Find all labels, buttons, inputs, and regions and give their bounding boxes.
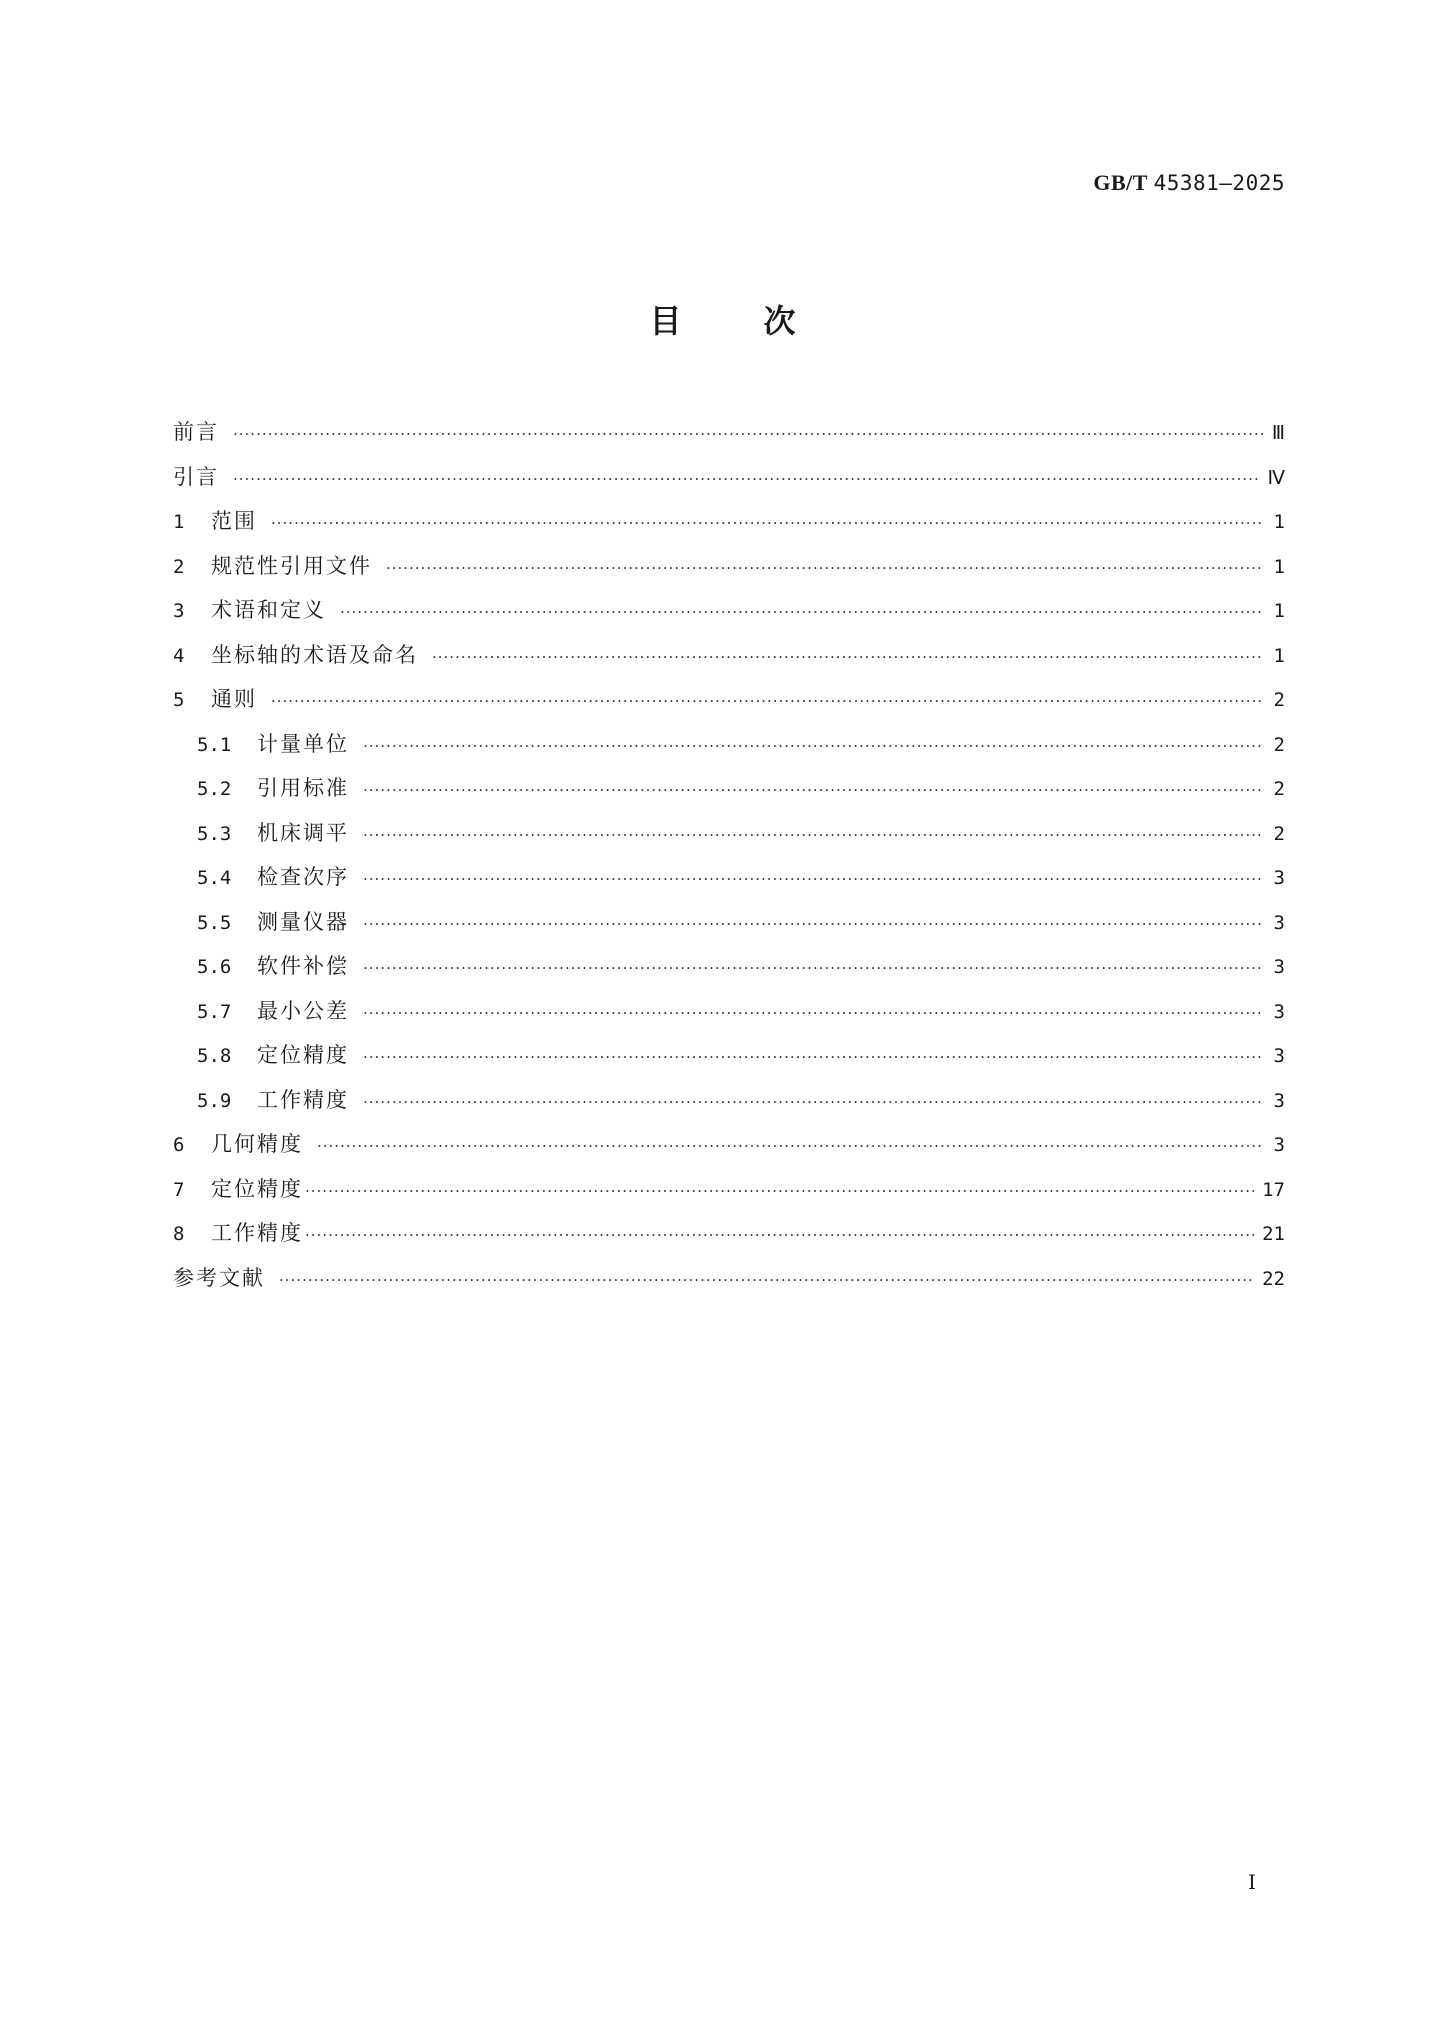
toc-leader-dots	[363, 768, 1263, 813]
toc-entry-8[interactable]	[173, 1211, 1285, 1256]
toc-entry-title: 坐标轴的术语及命名	[211, 642, 418, 667]
toc-entry-number: 1	[173, 511, 185, 533]
toc-entry-number: 7	[173, 1178, 185, 1201]
toc-entry-5-5[interactable]	[173, 900, 1285, 945]
toc-entry-page: 1	[1273, 511, 1285, 533]
toc-entry-number: 5.8	[197, 1045, 232, 1067]
toc-entry-page: 2	[1273, 733, 1285, 756]
toc-entry-number: 5.4	[197, 867, 232, 889]
toc-entry-page: 3	[1273, 1045, 1285, 1067]
toc-leader-dots	[432, 635, 1263, 680]
toc-entry-page: 3	[1273, 911, 1285, 934]
toc-entry-title: 测量仪器	[257, 909, 349, 934]
toc-entry-page: 3	[1273, 1134, 1285, 1156]
toc-entry-title: 工作精度	[257, 1087, 349, 1112]
toc-entry-page: 1	[1273, 644, 1285, 667]
toc-leader-dots	[363, 991, 1263, 1036]
toc-entry-number: 5.1	[197, 733, 232, 756]
toc-entry-7[interactable]	[173, 1167, 1285, 1212]
toc-entry-5-9[interactable]	[173, 1078, 1285, 1123]
toc-entry-number: 2	[173, 555, 185, 578]
toc-entry-title: 定位精度	[257, 1043, 349, 1067]
page-number: Ⅰ	[1248, 1872, 1256, 1894]
toc-entry-title: 计量单位	[257, 731, 349, 756]
page-title	[0, 296, 1445, 342]
toc-entry-title: 引言	[173, 464, 219, 489]
toc-entry-title: 参考文献	[173, 1265, 265, 1290]
toc-leader-dots	[271, 679, 1263, 724]
toc-entry-5[interactable]	[173, 677, 1285, 722]
toc-leader-dots	[386, 546, 1263, 591]
toc-entry-title: 引用标准	[257, 776, 349, 800]
toc-entry-page: 3	[1273, 1000, 1285, 1023]
toc-leader-dots	[233, 457, 1259, 502]
toc-leader-dots	[363, 724, 1263, 769]
toc-entry-title: 定位精度	[211, 1176, 303, 1201]
toc-entry-title: 软件补偿	[257, 954, 349, 978]
toc-entry-title: 前言	[173, 420, 219, 444]
toc-entry-foreword[interactable]	[173, 410, 1285, 455]
toc-entry-number: 6	[173, 1134, 185, 1156]
toc-entry-2[interactable]	[173, 544, 1285, 589]
standard-code-prefix: GB/T	[1093, 170, 1148, 195]
toc-entry-page: 21	[1262, 1223, 1285, 1245]
toc-leader-dots	[305, 1169, 1254, 1214]
toc-leader-dots	[363, 813, 1263, 858]
toc-entry-page: 2	[1273, 778, 1285, 800]
toc-entry-5-3[interactable]	[173, 811, 1285, 856]
toc-entry-page: 22	[1262, 1267, 1285, 1290]
toc-entry-title: 检查次序	[257, 865, 349, 889]
toc-entry-number: 5.6	[197, 956, 232, 978]
toc-leader-dots	[340, 590, 1263, 635]
toc-entry-title: 术语和定义	[211, 598, 326, 622]
toc-entry-number: 8	[173, 1223, 185, 1245]
toc-entry-title: 机床调平	[257, 820, 349, 845]
toc-entry-title: 范围	[211, 509, 257, 533]
toc-leader-dots	[271, 501, 1263, 546]
toc-leader-dots	[279, 1258, 1254, 1303]
toc-entry-page: 1	[1273, 600, 1285, 622]
toc-entry-title: 几何精度	[211, 1132, 303, 1156]
toc-entry-number: 3	[173, 600, 185, 622]
toc-entry-5-8[interactable]	[173, 1033, 1285, 1078]
toc-entry-page: 1	[1273, 555, 1285, 578]
toc-leader-dots	[363, 946, 1263, 991]
page-title-char-2: 次	[763, 302, 796, 340]
standard-code-number: 45381—2025	[1153, 171, 1285, 195]
toc-entry-page: 2	[1273, 822, 1285, 845]
toc-entry-4[interactable]	[173, 633, 1285, 678]
toc-entry-number: 5	[173, 689, 185, 711]
toc-entry-page: 3	[1273, 1089, 1285, 1112]
table-of-contents	[173, 410, 1285, 1300]
toc-leader-dots	[233, 412, 1263, 457]
toc-entry-1[interactable]	[173, 499, 1285, 544]
toc-entry-6[interactable]	[173, 1122, 1285, 1167]
toc-entry-page: 2	[1273, 689, 1285, 711]
toc-entry-number: 5.9	[197, 1089, 232, 1112]
toc-entry-introduction[interactable]	[173, 455, 1285, 500]
toc-entry-number: 5.2	[197, 778, 232, 800]
toc-entry-5-7[interactable]	[173, 989, 1285, 1034]
toc-entry-page: 17	[1262, 1178, 1285, 1201]
toc-entry-bibliography[interactable]	[173, 1256, 1285, 1301]
toc-entry-page: 3	[1273, 956, 1285, 978]
toc-leader-dots	[305, 1213, 1254, 1258]
toc-entry-title: 工作精度	[211, 1221, 303, 1245]
toc-entry-title: 规范性引用文件	[211, 553, 372, 578]
toc-leader-dots	[363, 857, 1263, 902]
toc-leader-dots	[363, 902, 1263, 947]
toc-entry-3[interactable]	[173, 588, 1285, 633]
standard-code	[1093, 170, 1285, 196]
toc-entry-page: Ⅲ	[1271, 422, 1285, 444]
toc-entry-number: 4	[173, 644, 185, 667]
toc-entry-5-1[interactable]	[173, 722, 1285, 767]
toc-leader-dots	[363, 1080, 1263, 1125]
toc-entry-page: Ⅳ	[1267, 466, 1285, 489]
page-title-char-1: 目	[649, 302, 682, 340]
toc-leader-dots	[363, 1035, 1263, 1080]
toc-entry-title: 通则	[211, 687, 257, 711]
toc-entry-number: 5.7	[197, 1000, 232, 1023]
toc-entry-number: 5.5	[197, 911, 232, 934]
toc-entry-page: 3	[1273, 867, 1285, 889]
toc-entry-5-2[interactable]	[173, 766, 1285, 811]
toc-entry-5-4[interactable]	[173, 855, 1285, 900]
toc-entry-title: 最小公差	[257, 998, 349, 1023]
toc-entry-number: 5.3	[197, 822, 232, 845]
toc-leader-dots	[317, 1124, 1263, 1169]
toc-entry-5-6[interactable]	[173, 944, 1285, 989]
